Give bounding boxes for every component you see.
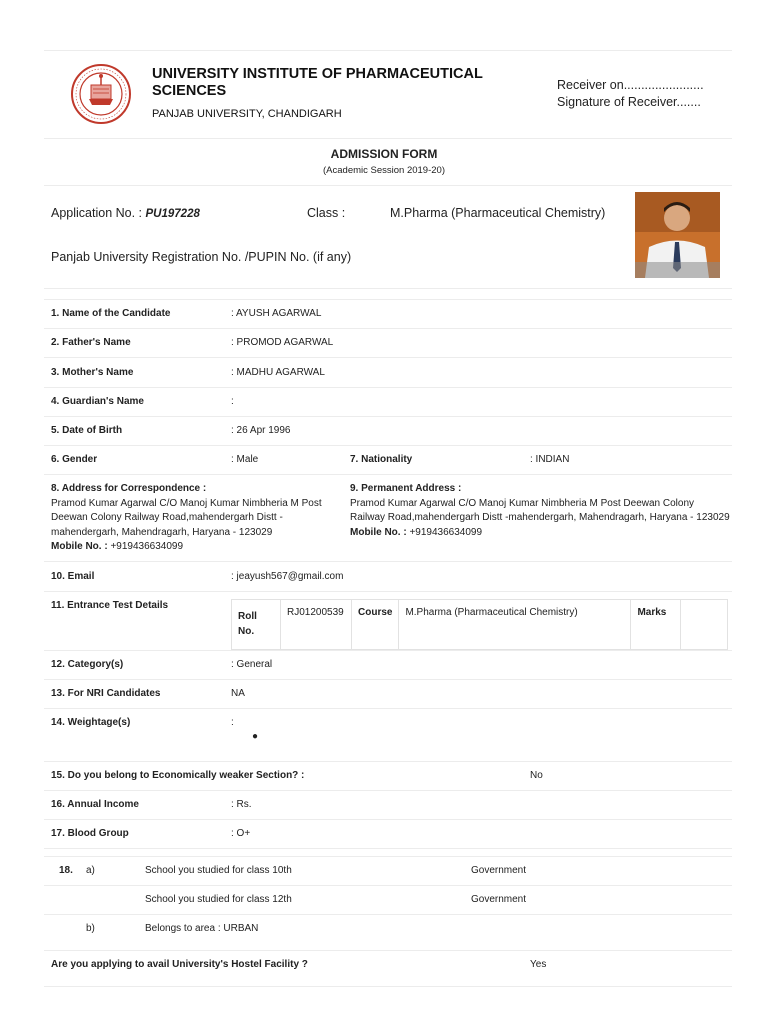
school10-label: School you studied for class 10th (145, 865, 292, 876)
application-number (51, 206, 200, 220)
school12-label: School you studied for class 12th (145, 894, 292, 905)
ews-label: 15. Do you belong to Economically weaker Section? : (51, 770, 305, 781)
q18-a: a) (86, 865, 95, 876)
marks-value (681, 600, 728, 650)
area-label: Belongs to area : URBAN (145, 923, 259, 934)
ews-value: No (530, 770, 543, 781)
academic-session: (Academic Session 2019-20) (323, 165, 445, 176)
weightage-value: : (231, 717, 234, 728)
mobile-label: Mobile No. : (51, 541, 108, 552)
correspondence-label: 8. Address for Correspondence : (51, 483, 207, 494)
income-value: : Rs. (231, 799, 252, 810)
name-label: 1. Name of the Candidate (51, 308, 171, 319)
class-value: M.Pharma (Pharmaceutical Chemistry) (390, 206, 606, 220)
email-value: : jeayush567@gmail.com (231, 571, 344, 582)
correspondence-line: Pramod Kumar Agarwal C/O Manoj Kumar Nimbheria M Post (51, 497, 322, 509)
q18-number: 18. (59, 865, 73, 876)
roll-label: Roll No. (232, 600, 281, 650)
income-label: 16. Annual Income (51, 799, 139, 810)
candidate-photo (635, 192, 720, 278)
correspondence-line: mahendergarh, Mahendragarh, Haryana - 123029 (51, 526, 273, 538)
permanent-address (350, 482, 730, 540)
entrance-test-table (231, 599, 728, 650)
table-row (232, 600, 728, 650)
receiver-on: Receiver on....................... (557, 78, 704, 92)
gender-value: : Male (231, 454, 259, 465)
father-value: : PROMOD AGARWAL (231, 337, 334, 348)
hostel-label: Are you applying to avail University's Hostel Facility ? (51, 959, 308, 970)
permanent-label: 9. Permanent Address : (350, 483, 462, 494)
application-label: Application No. : (51, 206, 143, 220)
blood-label: 17. Blood Group (51, 828, 129, 839)
permanent-line: Railway Road,mahendergarh Distt -mahendergarh, Mahendragarh, Haryana - 123029 (350, 512, 730, 523)
form-title: ADMISSION FORM (330, 147, 438, 161)
school10-value: Government (471, 865, 527, 876)
guardian-value: : (231, 396, 234, 407)
mother-label: 3. Mother's Name (51, 367, 134, 378)
nri-label: 13. For NRI Candidates (51, 688, 161, 699)
roll-value: RJ01200539 (281, 600, 352, 650)
university-name: PANJAB UNIVERSITY, CHANDIGARH (152, 108, 342, 120)
nationality-label: 7. Nationality (350, 454, 413, 465)
dob-value: : 26 Apr 1996 (231, 425, 291, 436)
q18-b: b) (86, 923, 95, 934)
marks-label: Marks (631, 600, 681, 650)
dob-label: 5. Date of Birth (51, 425, 123, 436)
course-value: M.Pharma (Pharmaceutical Chemistry) (399, 600, 631, 650)
weightage-label: 14. Weightage(s) (51, 717, 131, 728)
registration-label: Panjab University Registration No. /PUPIN No. (if any) (51, 250, 352, 264)
email-label: 10. Email (51, 571, 95, 582)
guardian-label: 4. Guardian's Name (51, 396, 144, 407)
course-label: Course (352, 600, 399, 650)
gender-label: 6. Gender (51, 454, 98, 465)
hostel-value: Yes (530, 959, 547, 970)
receiver-signature: Signature of Receiver....... (557, 95, 701, 109)
father-label: 2. Father's Name (51, 337, 131, 348)
nri-value: NA (231, 688, 245, 699)
mobile-label: Mobile No. : (350, 526, 407, 538)
mobile-value: +919436634099 (409, 526, 483, 538)
name-value: : AYUSH AGARWAL (231, 308, 322, 319)
category-value: : General (231, 659, 273, 670)
correspondence-line: Deewan Colony Railway Road,mahendergarh Distt - (51, 512, 283, 523)
mobile-value: +919436634099 (110, 541, 184, 552)
mother-value: : MADHU AGARWAL (231, 367, 325, 378)
university-seal-icon (70, 63, 132, 125)
application-value: PU197228 (145, 208, 200, 220)
institute-name: UNIVERSITY INSTITUTE OF PHARMACEUTICAL SCIENCES (152, 66, 483, 99)
nationality-value: : INDIAN (530, 454, 570, 465)
permanent-mobile (350, 526, 730, 541)
class-label: Class : (307, 206, 346, 220)
permanent-line: Pramod Kumar Agarwal C/O Manoj Kumar Nimbheria M Post Deewan Colony (350, 497, 695, 509)
school12-value: Government (471, 894, 527, 905)
correspondence-mobile (51, 540, 341, 555)
entrance-label: 11. Entrance Test Details (51, 600, 169, 611)
blood-value: : O+ (231, 828, 251, 839)
bullet-icon: ● (252, 731, 259, 742)
correspondence-address (51, 482, 341, 555)
category-label: 12. Category(s) (51, 659, 124, 670)
